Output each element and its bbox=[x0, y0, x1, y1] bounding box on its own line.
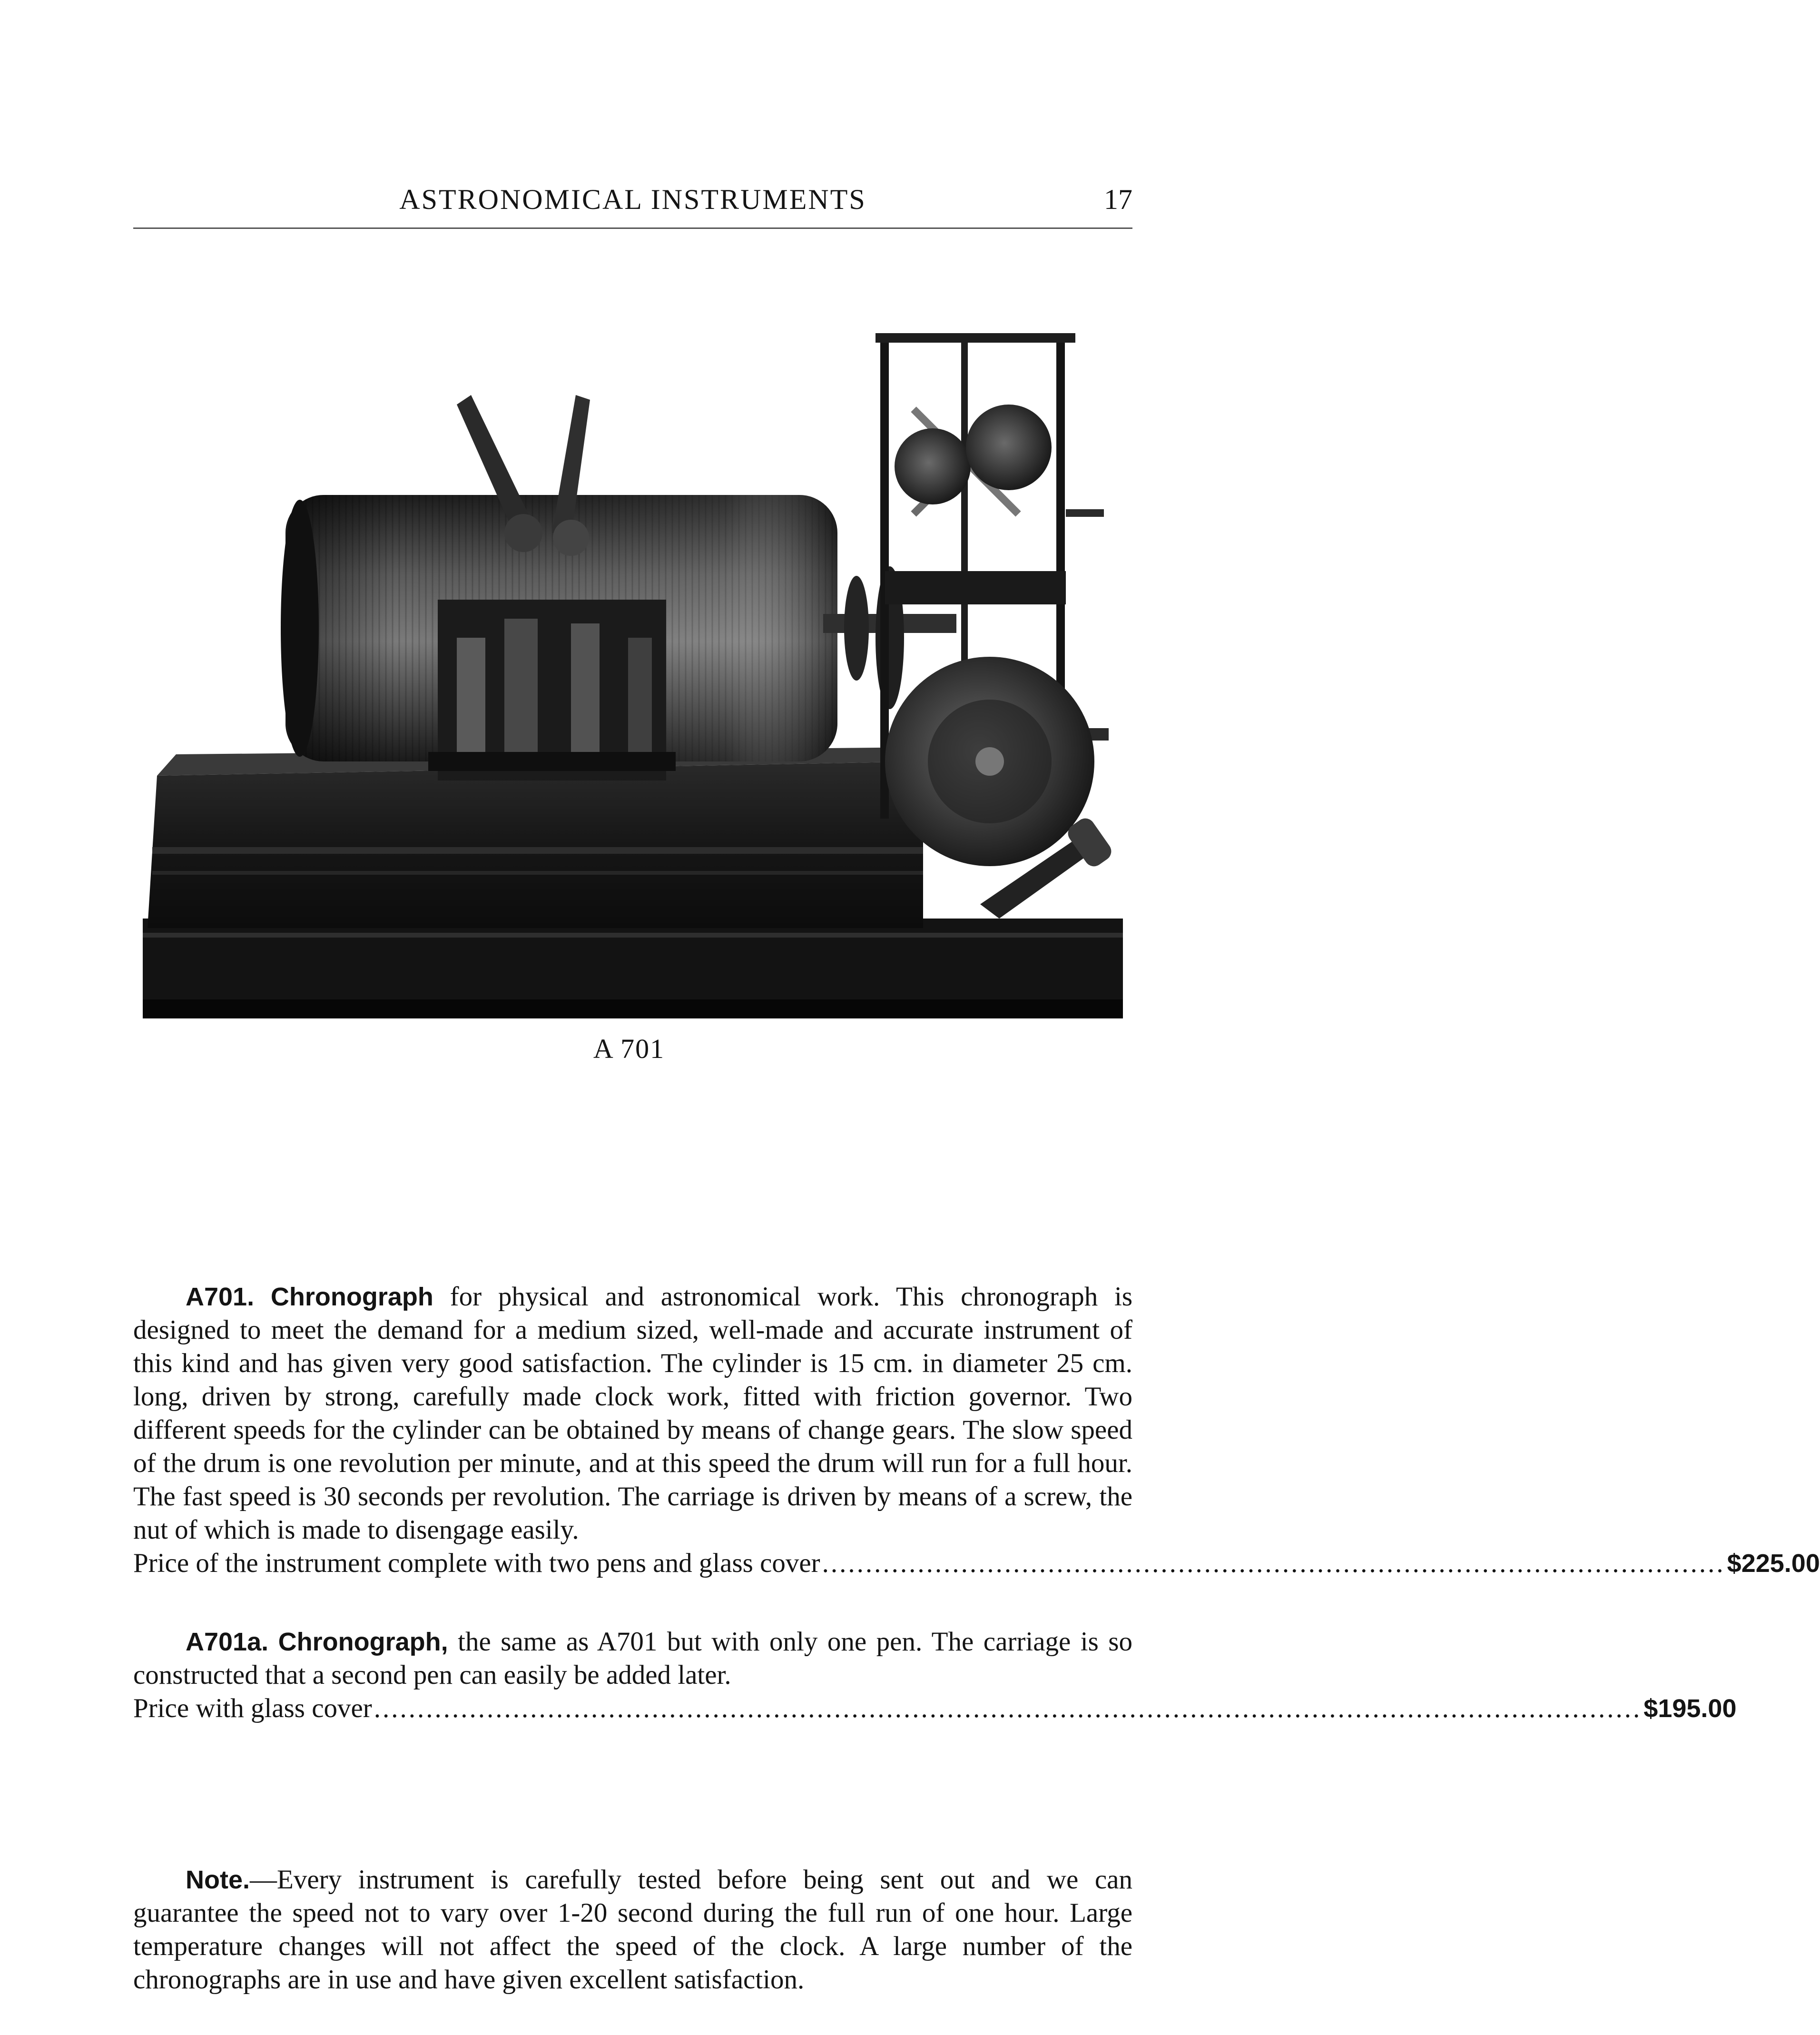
page-number: 17 bbox=[1104, 184, 1132, 215]
leader-dots: ........................................................................................................ bbox=[822, 1548, 1725, 1578]
price-amount: $225.00 bbox=[1727, 1549, 1820, 1578]
item-name: Chronograph, bbox=[278, 1628, 448, 1656]
price-line bbox=[133, 1692, 1737, 1725]
price-line bbox=[133, 1547, 1820, 1580]
leader-dots: .................................................................................................................................................. bbox=[374, 1693, 1642, 1723]
note-text: —Every instrument is carefully tested before being sent out and we can guarantee the speed not to vary over 1-20 second during the full run of one hour. Large temperature changes will not affect the speed of the clock. A large number of the chronographs are in use and have given excellent satisfaction. bbox=[133, 1865, 1132, 1995]
item-description bbox=[133, 1625, 1132, 1692]
note-label: Note. bbox=[186, 1866, 250, 1894]
chronograph-photo bbox=[143, 333, 1123, 1018]
running-title: ASTRONOMICAL INSTRUMENTS bbox=[399, 184, 866, 215]
item-a701 bbox=[133, 1280, 1820, 1580]
header-rule bbox=[133, 227, 1132, 229]
item-text: the same as A701 but with only one pen. The carriage is so constructed that a second pen can easily be added later. bbox=[133, 1627, 1132, 1690]
price-label: Price of the instrument complete with two pens and glass cover bbox=[133, 1548, 820, 1578]
note bbox=[133, 1863, 1132, 1996]
item-code: A701a. bbox=[186, 1628, 269, 1656]
price-amount: $195.00 bbox=[1643, 1694, 1737, 1723]
item-a701a bbox=[133, 1625, 1737, 1725]
item-text: for physical and astronomical work. This chronograph is designed to meet the demand for a medium sized, well-made and accurate instrument of this kind and has given very good satisfaction. The cylinder is 15 cm. in diameter 25 cm. long, driven by strong, carefully made clock work, fitted with friction governor. Two different speeds for the cylinder can be obtained by means of change gears. The slow speed of the drum is one revolution per minute, and at this speed the drum will run for a full hour. The fast speed is 30 seconds per revolution. The carriage is driven by means of a screw, the nut of which is made to disengage easily. bbox=[133, 1282, 1133, 1545]
price-label: Price with glass cover bbox=[133, 1693, 372, 1723]
item-name: Chronograph bbox=[270, 1283, 433, 1311]
note-paragraph bbox=[133, 1863, 1132, 1996]
page-header bbox=[133, 183, 1132, 231]
item-code: A701. bbox=[186, 1283, 255, 1311]
figure-caption: A 701 bbox=[593, 1033, 665, 1064]
item-description bbox=[133, 1280, 1132, 1547]
chronograph-illustration bbox=[143, 333, 1123, 1018]
